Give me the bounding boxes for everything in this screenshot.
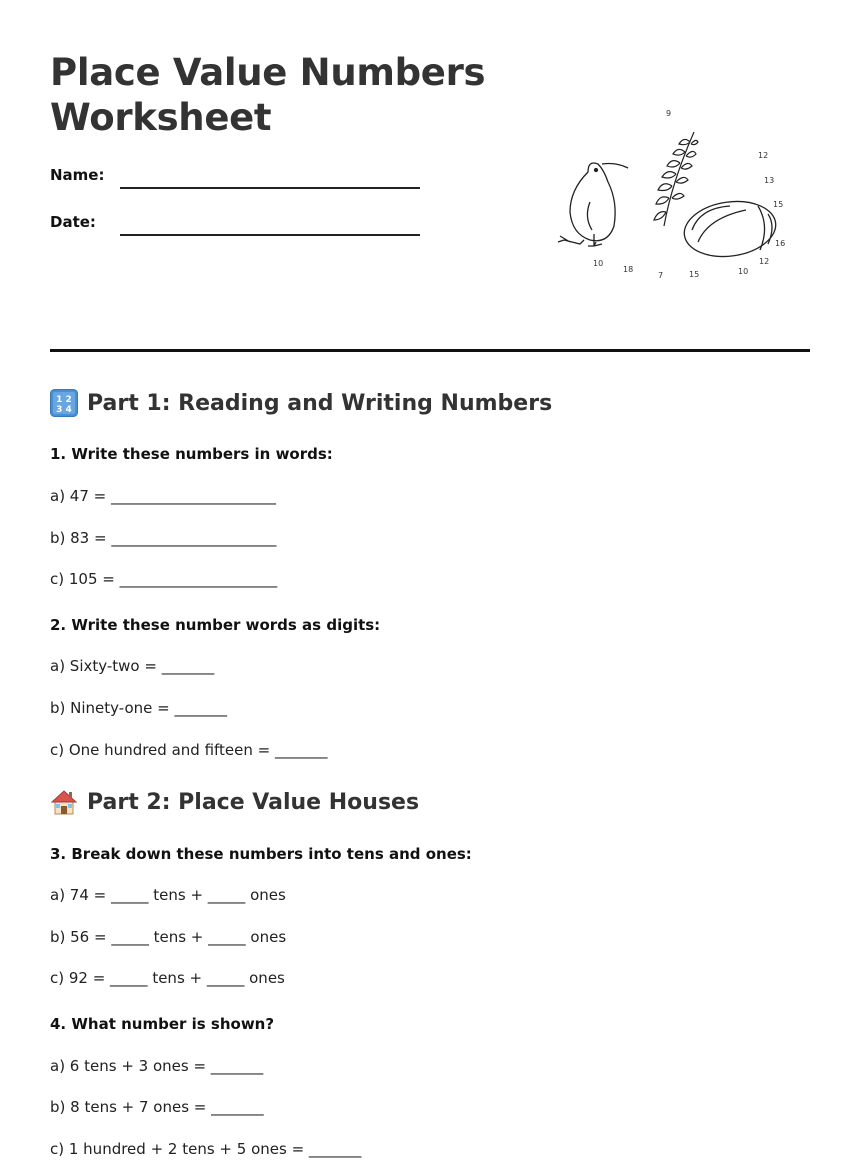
dot-number: 16 [775, 239, 786, 248]
dot-number: 13 [764, 176, 775, 185]
question-2b: b) Ninety-one = _______ [50, 699, 227, 717]
title-line-2: Worksheet [50, 96, 272, 139]
dot-number: 12 [759, 257, 770, 266]
numbers-1234-icon [50, 389, 78, 417]
question-2-prompt: 2. Write these number words as digits: [50, 616, 381, 634]
part2-heading-text: Part 2: Place Value Houses [87, 789, 420, 815]
part1-heading [50, 389, 552, 417]
question-3-prompt: 3. Break down these numbers into tens and ones: [50, 845, 472, 863]
svg-text:1 2: 1 2 [56, 395, 72, 405]
page-title [50, 50, 485, 140]
question-1b: b) 83 = ______________________ [50, 529, 277, 547]
dot-number: 15 [773, 200, 784, 209]
title-line-1: Place Value Numbers [50, 51, 486, 94]
kiwi-bird-icon [558, 163, 628, 246]
name-line[interactable] [120, 187, 420, 189]
worksheet-illustration [550, 102, 790, 287]
rugby-ball-icon [681, 196, 780, 262]
date-line[interactable] [120, 234, 420, 236]
question-1c: c) 105 = _____________________ [50, 570, 278, 588]
question-4-prompt: 4. What number is shown? [50, 1015, 275, 1033]
house-icon [50, 788, 78, 816]
question-2a: a) Sixty-two = _______ [50, 657, 215, 675]
dot-number: 10 [593, 259, 604, 268]
dot-number: 10 [738, 267, 749, 276]
dot-number: 7 [658, 271, 664, 280]
question-4c: c) 1 hundred + 2 tens + 5 ones = _______ [50, 1140, 362, 1158]
question-1a: a) 47 = ______________________ [50, 487, 277, 505]
dot-numbers [593, 109, 785, 280]
question-3b: b) 56 = _____ tens + _____ ones [50, 928, 287, 946]
dot-number: 15 [689, 270, 700, 279]
name-label: Name: [50, 166, 105, 184]
question-3c: c) 92 = _____ tens + _____ ones [50, 969, 285, 987]
header-divider [50, 349, 810, 352]
question-3a: a) 74 = _____ tens + _____ ones [50, 886, 286, 904]
svg-text:3 4: 3 4 [56, 405, 72, 415]
question-2c: c) One hundred and fifteen = _______ [50, 741, 328, 759]
date-label: Date: [50, 213, 96, 231]
part2-heading [50, 788, 419, 816]
dot-number: 12 [758, 151, 769, 160]
dot-number: 9 [666, 109, 672, 118]
question-1-prompt: 1. Write these numbers in words: [50, 445, 333, 463]
dot-number: 18 [623, 265, 634, 274]
question-4a: a) 6 tens + 3 ones = _______ [50, 1057, 264, 1075]
fern-icon [654, 132, 698, 226]
part1-heading-text: Part 1: Reading and Writing Numbers [87, 390, 553, 416]
question-4b: b) 8 tens + 7 ones = _______ [50, 1098, 264, 1116]
